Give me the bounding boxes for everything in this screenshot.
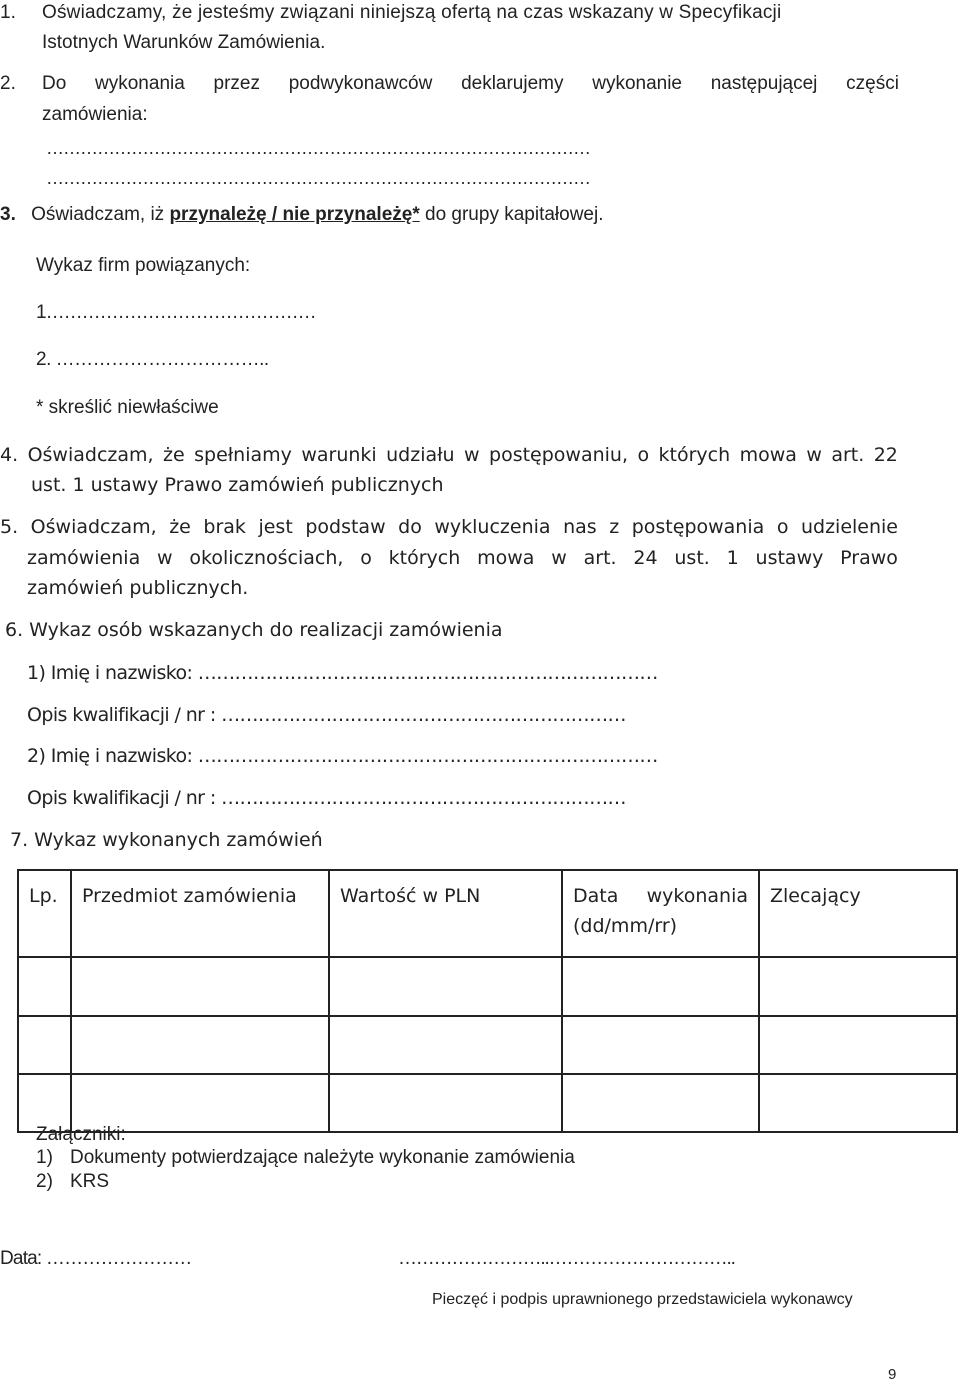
related-firm-entry-1: 1……………………………………… [36, 302, 316, 323]
word: o [637, 444, 650, 466]
word: jest [258, 516, 293, 538]
word: z [609, 516, 620, 538]
related-firm-entry-2: 2. …………………………….. [36, 349, 269, 370]
word: okolicznościach, [189, 547, 344, 569]
item-1-line-1 [42, 2, 900, 24]
signature-line: ……………………..………………………….. [398, 1248, 735, 1269]
item-3-number: 3. [0, 204, 16, 225]
table-cell[interactable] [18, 957, 71, 1016]
attachment-item [36, 1147, 575, 1169]
table-row-empty [18, 1074, 957, 1132]
table-cell[interactable] [562, 957, 759, 1016]
attachment-number: 1) [36, 1147, 53, 1168]
header-lp: Lp. [18, 870, 71, 957]
person-1-qualification-field: Opis kwalifikacji / nr : ………………………………………………………… [27, 704, 626, 726]
word: spełniamy [194, 444, 292, 466]
attachments-title: Załączniki: [36, 1124, 126, 1145]
table-cell[interactable] [562, 1016, 759, 1074]
table-cell[interactable] [759, 1074, 957, 1132]
related-firms-title: Wykaz firm powiązanych: [36, 255, 251, 276]
page-number: 9 [888, 1366, 897, 1383]
word: ust. [674, 547, 710, 569]
table-cell[interactable] [562, 1074, 759, 1132]
table-cell[interactable] [71, 957, 329, 1016]
word: mowa [477, 547, 535, 569]
word: części [846, 73, 899, 94]
word: podwykonawców [288, 73, 433, 94]
item-2-fill-line-1: …………………………………………………………………………………… [46, 138, 590, 158]
word: deklarujemy [461, 73, 564, 94]
table-cell[interactable] [18, 1016, 71, 1074]
attachment-text: Dokumenty potwierdzające należyte wykonanie zamówienia [70, 1147, 575, 1168]
item-7-title: 7. Wykaz wykonanych zamówień [10, 829, 323, 851]
word: postępowaniu, [489, 444, 629, 466]
item-2-fill-line-2: …………………………………………………………………………………… [46, 168, 590, 188]
word: Oświadczam, [30, 516, 157, 538]
word: udziału [386, 444, 455, 466]
word: mowa [739, 444, 797, 466]
word: Prawo [840, 547, 898, 569]
word: art. [583, 547, 617, 569]
word: 24 [633, 547, 658, 569]
item-4-line-2: ust. 1 ustawy Prawo zamówień publicznych [31, 474, 444, 496]
word: następującej [710, 73, 818, 94]
word: których [658, 444, 731, 466]
table-cell[interactable] [759, 1016, 957, 1074]
completed-orders-table [17, 869, 958, 1133]
table-row [18, 1016, 957, 1074]
word: postępowania [631, 516, 765, 538]
person-1-name-field: 1) Imię i nazwisko: ………………………………………………………………… [27, 662, 658, 684]
word: Oświadczam, [27, 444, 154, 466]
word: że [169, 516, 191, 538]
item-5-line-3: zamówień publicznych. [27, 577, 249, 599]
word: podstaw [305, 516, 386, 538]
item-1-line-2: Istotnych Warunków Zamówienia. [42, 32, 326, 53]
attachment-number: 2) [36, 1171, 53, 1192]
item-2-line-2: zamówienia: [42, 104, 148, 125]
word: nas [563, 516, 597, 538]
attachment-text: KRS [70, 1171, 110, 1192]
word: że [163, 444, 185, 466]
item-2-line-1 [42, 73, 899, 95]
date-field: Data: …………………… [0, 1248, 192, 1269]
word: w [157, 547, 173, 569]
word: wykonanie [592, 73, 682, 94]
word: 5. [0, 516, 19, 538]
word: 22 [873, 444, 898, 466]
header-value: Wartość w PLN [329, 870, 562, 957]
word: 1 [726, 547, 739, 569]
word: wykonania [95, 73, 185, 94]
word: w [806, 444, 822, 466]
word: 4. [0, 444, 19, 466]
word: ustawy [755, 547, 824, 569]
attachment-item [36, 1171, 110, 1193]
word: do [398, 516, 422, 538]
table-header-row [18, 870, 957, 957]
item-2-number: 2. [0, 73, 16, 94]
item-5-line-1 [0, 516, 898, 538]
word: przez [213, 73, 260, 94]
word: udzielenie [800, 516, 898, 538]
word: zamówienia [27, 547, 141, 569]
item-3-post: do grupy kapitałowej. [419, 204, 604, 225]
item-5-line-2 [27, 547, 898, 569]
item-3-choice: przynależę / nie przynależę* [169, 204, 420, 225]
item-4-line-1 [0, 444, 898, 466]
word: wykluczenia [434, 516, 551, 538]
item-3-statement [0, 204, 604, 226]
word: brak [203, 516, 246, 538]
header-completion-date: Data wykonania (dd/mm/rr) [562, 870, 759, 957]
table-cell[interactable] [329, 1074, 562, 1132]
table-cell[interactable] [759, 957, 957, 1016]
header-client: Zlecający [759, 870, 957, 957]
word: art. [831, 444, 865, 466]
word: w [464, 444, 480, 466]
table-row [18, 957, 957, 1016]
word: Do [42, 73, 67, 94]
table-cell[interactable] [329, 957, 562, 1016]
item-6-title: 6. Wykaz osób wskazanych do realizacji zamówienia [5, 619, 503, 641]
word: o [360, 547, 372, 569]
item-1-line-1-text: Oświadczamy, że jesteśmy związani niniejszą ofertą na czas wskazany w Specyfikacji [42, 2, 782, 23]
word: warunki [301, 444, 377, 466]
word: w [551, 547, 567, 569]
table-cell[interactable] [71, 1016, 329, 1074]
signature-caption: Pieczęć i podpis uprawnionego przedstawiciela wykonawcy [432, 1291, 853, 1308]
header-subject: Przedmiot zamówienia [71, 870, 329, 957]
item-1-number: 1. [0, 2, 16, 23]
person-2-name-field: 2) Imię i nazwisko: ………………………………………………………………… [27, 745, 658, 767]
person-2-qualification-field: Opis kwalifikacji / nr : ………………………………………………………… [27, 787, 626, 809]
item-3-pre: Oświadczam, iż [31, 204, 170, 225]
word: o [776, 516, 789, 538]
item-3-footnote: * skreślić niewłaściwe [36, 397, 219, 418]
word: których [388, 547, 461, 569]
table-cell[interactable] [329, 1016, 562, 1074]
